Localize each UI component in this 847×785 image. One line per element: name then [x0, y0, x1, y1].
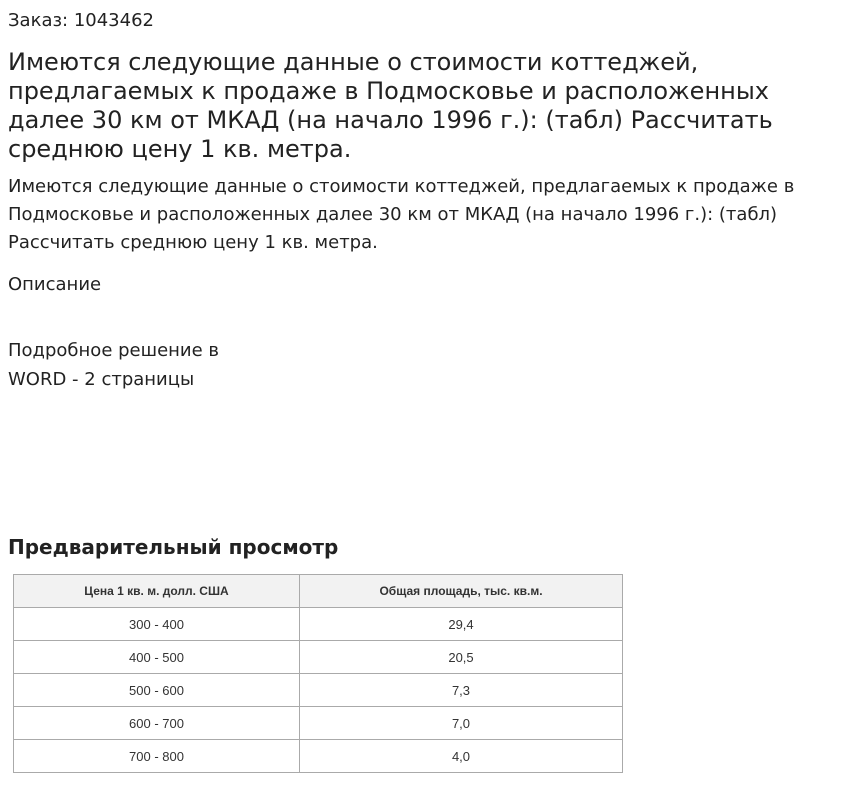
table-row: [14, 740, 623, 773]
table-cell-area: 7,0: [300, 707, 623, 740]
table-header-row: [14, 575, 623, 608]
table-cell-area: 7,3: [300, 674, 623, 707]
preview-image: [13, 574, 623, 773]
preview-table: [13, 574, 623, 773]
table-cell-price: 700 - 800: [14, 740, 300, 773]
table-cell-price: 600 - 700: [14, 707, 300, 740]
table-row: [14, 707, 623, 740]
table-row: [14, 674, 623, 707]
table-cell-area: 20,5: [300, 641, 623, 674]
table-cell-price: 400 - 500: [14, 641, 300, 674]
page-title: Имеются следующие данные о стоимости коттеджей, предлагаемых к продаже в Подмосковье и расположенных далее 30 км от МКАД (на начало 1996 г.): (табл) Рассчитать среднюю цену 1 кв. метра.: [8, 48, 773, 163]
table-cell-area: 4,0: [300, 740, 623, 773]
table-header-price: Цена 1 кв. м. долл. США: [14, 575, 300, 608]
table-header-area: Общая площадь, тыс. кв.м.: [300, 575, 623, 608]
table-cell-area: 29,4: [300, 608, 623, 641]
table-cell-price: 500 - 600: [14, 674, 300, 707]
description-heading: Описание: [8, 274, 102, 295]
preview-heading: Предварительный просмотр: [8, 535, 339, 559]
solution-info: Подробное решение в WORD - 2 страницы: [8, 340, 220, 390]
table-row: [14, 608, 623, 641]
task-description: Имеются следующие данные о стоимости коттеджей, предлагаемых к продаже в Подмосковье и расположенных далее 30 км от МКАД (на начало 1996 г.): (табл) Рассчитать среднюю цену 1 кв. метра.: [8, 176, 795, 253]
table-cell-price: 300 - 400: [14, 608, 300, 641]
table-row: [14, 641, 623, 674]
order-number: Заказ: 1043462: [8, 10, 154, 31]
